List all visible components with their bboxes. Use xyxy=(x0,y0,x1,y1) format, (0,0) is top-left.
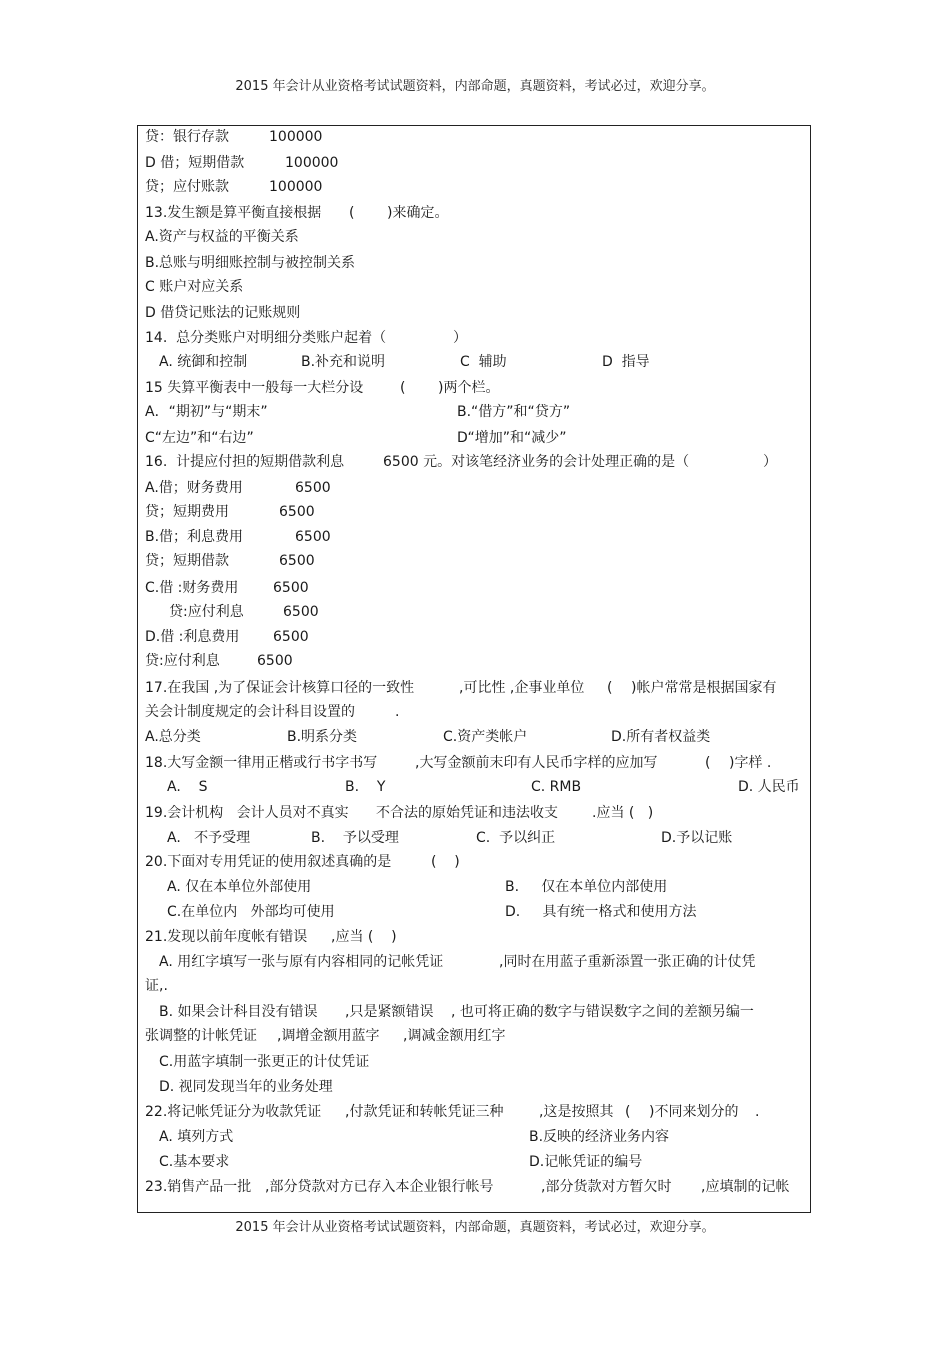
text-segment: , 也可将正确的数字与错误数字之间的差额另编一 xyxy=(451,1004,754,1020)
text-segment: C.在单位内 外部均可使用 xyxy=(167,904,335,920)
text-segment: C.基本要求 xyxy=(159,1154,230,1170)
text-segment: ,调减金额用红字 xyxy=(403,1028,506,1044)
text-segment: ( xyxy=(400,380,406,396)
text-segment: 6500 xyxy=(273,580,309,596)
text-segment: ,大写金额前末印有人民币字样的应加写 xyxy=(415,755,658,771)
text-segment: 贷:应付利息 xyxy=(145,653,220,669)
text-segment: ,可比性 ,企事业单位 xyxy=(459,680,585,696)
text-segment: .应当 ( ) xyxy=(592,805,654,821)
text-segment: ( xyxy=(349,205,355,221)
text-segment: 17.在我国 ,为了保证会计核算口径的一致性 xyxy=(145,680,415,696)
text-segment: 贷：银行存款 xyxy=(145,129,229,145)
text-segment: B.明系分类 xyxy=(287,729,358,745)
text-segment: 22.将记帐凭证分为收款凭证 xyxy=(145,1104,322,1120)
text-segment: . xyxy=(755,1104,760,1120)
text-segment: 16. 计提应付担的短期借款利息 xyxy=(145,454,345,470)
text-segment: 6500 元。对该笔经济业务的会计处理正确的是（ xyxy=(383,454,690,470)
text-segment: B.补充和说明 xyxy=(301,354,386,370)
text-segment: D 借；短期借款 xyxy=(145,155,245,171)
text-segment: C.用蓝字填制一张更正的计仗凭证 xyxy=(159,1054,370,1070)
text-segment: D 指导 xyxy=(602,354,650,370)
page-footer: 2015 年会计从业资格考试试题资料，内部命题，真题资料，考试必过，欢迎分享。 xyxy=(235,1220,715,1235)
text-segment: C 辅助 xyxy=(460,354,507,370)
text-segment: C.借 :财务费用 xyxy=(145,580,239,596)
text-segment: . xyxy=(395,704,400,720)
text-segment: ,付款凭证和转帐凭证三种 xyxy=(345,1104,504,1120)
text-segment: ,应当 ( ) xyxy=(331,929,397,945)
text-segment: D.借 :利息费用 xyxy=(145,629,240,645)
text-segment: A．“期初”与“期末” xyxy=(145,404,268,420)
text-segment: 14. 总分类账户对明细分类账户起着（ xyxy=(145,330,387,346)
text-segment: D.记帐凭证的编号 xyxy=(529,1154,643,1170)
text-segment: ,这是按照其 xyxy=(539,1104,614,1120)
text-segment: 13.发生额是算平衡直接根据 xyxy=(145,205,322,221)
text-segment: A. 填列方式 xyxy=(159,1129,234,1145)
text-segment: A. 仅在本单位外部使用 xyxy=(167,879,312,895)
text-segment: 19.会计机构 会计人员对不真实 xyxy=(145,805,349,821)
text-segment: 6500 xyxy=(279,504,315,520)
text-segment: ( xyxy=(705,755,711,771)
text-segment: D 借贷记账法的记账规则 xyxy=(145,305,301,321)
text-segment: D.予以记账 xyxy=(661,830,733,846)
text-segment: B.借；利息费用 xyxy=(145,529,244,545)
text-segment: )字样 . xyxy=(729,755,772,771)
text-segment: 18.大写金额一律用正楷或行书字书写 xyxy=(145,755,378,771)
text-segment: A. 不予受理 xyxy=(167,830,251,846)
text-segment: ,调增金额用蓝字 xyxy=(277,1028,380,1044)
text-segment: ( xyxy=(607,680,613,696)
text-segment: C. RMB xyxy=(531,779,582,795)
text-segment: 张调整的计帐凭证 xyxy=(145,1028,257,1044)
text-segment: A.资产与权益的平衡关系 xyxy=(145,229,299,245)
text-segment: ,部分贷款对方已存入本企业银行帐号 xyxy=(265,1179,494,1195)
text-segment: B. 仅在本单位内部使用 xyxy=(505,879,668,895)
text-segment: 关会计制度规定的会计科目设置的 xyxy=(145,704,355,720)
text-segment: 6500 xyxy=(279,553,315,569)
text-segment: D.所有者权益类 xyxy=(611,729,711,745)
text-segment: 贷；短期借款 xyxy=(145,553,229,569)
text-segment: ,同时在用蓝子重新添置一张正确的计仗凭 xyxy=(499,954,756,970)
text-segment: B. 予以受理 xyxy=(311,830,399,846)
text-segment: B. Y xyxy=(345,779,386,795)
text-segment: 贷；应付账款 xyxy=(145,179,229,195)
text-segment: C 账户对应关系 xyxy=(145,279,244,295)
text-segment: 20.下面对专用凭证的使用叙述真确的是 xyxy=(145,854,392,870)
text-segment: 6500 xyxy=(273,629,309,645)
text-segment: A. 统御和控制 xyxy=(159,354,248,370)
text-segment: 15 失算平衡表中一般每一大栏分设 xyxy=(145,380,364,396)
text-segment: C. 予以纠正 xyxy=(476,830,556,846)
text-segment: ,部分货款对方暂欠时 xyxy=(541,1179,672,1195)
text-segment: )不同来划分的 xyxy=(649,1104,739,1120)
text-segment: B. 如果会计科目没有错误 xyxy=(159,1004,318,1020)
text-segment: 贷；短期费用 xyxy=(145,504,229,520)
text-segment: ,应填制的记帐 xyxy=(701,1179,790,1195)
text-segment: ） xyxy=(453,330,467,346)
text-segment: 21.发现以前年度帐有错误 xyxy=(145,929,308,945)
text-segment: A. 用红字填写一张与原有内容相同的记帐凭证 xyxy=(159,954,444,970)
text-segment: )两个栏。 xyxy=(438,380,500,396)
text-segment: D. 人民币 xyxy=(738,779,800,795)
text-segment: 贷:应付利息 xyxy=(169,604,244,620)
text-segment: A. S xyxy=(167,779,208,795)
text-segment: 6500 xyxy=(295,529,331,545)
text-segment: ,只是紧额错误 xyxy=(345,1004,434,1020)
text-segment: D“增加”和“减少” xyxy=(457,430,567,446)
page-header: 2015 年会计从业资格考试试题资料，内部命题，真题资料，考试必过，欢迎分享。 xyxy=(235,79,715,94)
text-segment: B.总账与明细账控制与被控制关系 xyxy=(145,255,356,271)
text-segment: 6500 xyxy=(257,653,293,669)
text-segment: 100000 xyxy=(285,155,339,171)
text-segment: 6500 xyxy=(295,480,331,496)
text-segment: ( xyxy=(625,1104,631,1120)
text-segment: C“左边”和“右边” xyxy=(145,430,254,446)
text-segment: 23.销售产品一批 xyxy=(145,1179,252,1195)
text-segment: 证,. xyxy=(145,978,168,994)
text-segment: D. 具有统一格式和使用方法 xyxy=(505,904,697,920)
text-segment: B.反映的经济业务内容 xyxy=(529,1129,670,1145)
text-segment: A.借；财务费用 xyxy=(145,480,243,496)
text-segment: 100000 xyxy=(269,179,323,195)
text-segment: 6500 xyxy=(283,604,319,620)
text-segment: A.总分类 xyxy=(145,729,201,745)
text-segment: C.资产类帐户 xyxy=(443,729,528,745)
text-segment: )帐户常常是根据国家有 xyxy=(631,680,777,696)
text-segment: ( ) xyxy=(431,854,460,870)
text-segment: B.“借方”和“贷方” xyxy=(457,404,571,420)
text-segment: )来确定。 xyxy=(387,205,449,221)
text-segment: ） xyxy=(763,454,777,470)
text-segment: 不合法的原始凭证和违法收支 xyxy=(376,805,558,821)
text-segment: 100000 xyxy=(269,129,323,145)
text-segment: D. 视同发现当年的业务处理 xyxy=(159,1079,333,1095)
